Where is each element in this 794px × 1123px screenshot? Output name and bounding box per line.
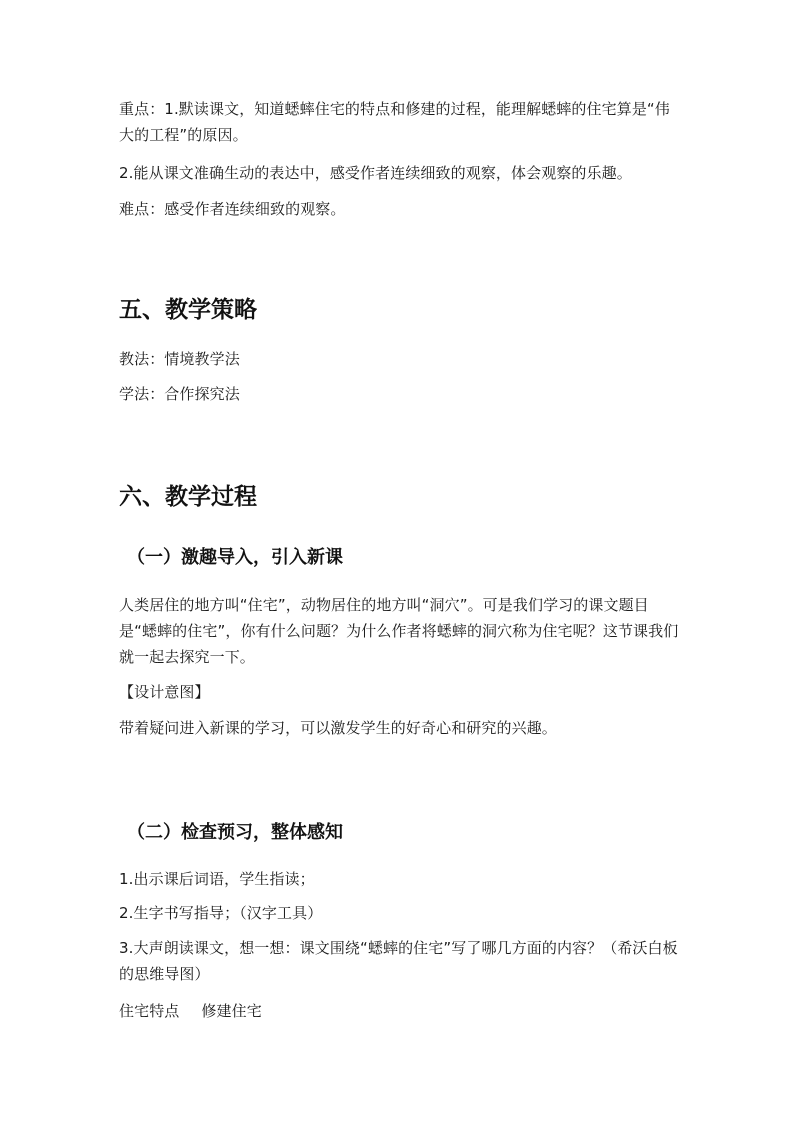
aspect-residence-features: 住宅特点 <box>119 1002 180 1020</box>
preview-item-2: 2.生字书写指导；（汉字工具） <box>119 904 323 922</box>
key-points-paragraph: 重点：1.默读课文，知道蟋蟀住宅的特点和修建的过程，能理解蟋蟀的住宅算是“伟大的工程”的原因。 <box>119 100 670 144</box>
key-points-item-2: 2.能从课文准确生动的表达中，感受作者连续细致的观察，体会观察的乐趣。 <box>119 164 632 182</box>
preview-item-1: 1.出示课后词语，学生指读； <box>119 870 315 888</box>
subsection-heading-intro: （一）激趣导入，引入新课 <box>127 547 343 568</box>
design-intent-label: 【设计意图】 <box>119 683 210 701</box>
section-heading-process: 六、教学过程 <box>119 484 257 510</box>
subsection-heading-preview: （二）检查预习，整体感知 <box>127 822 343 843</box>
teaching-method-line: 教法：情境教学法 <box>119 350 240 368</box>
design-intent-text: 带着疑问进入新课的学习，可以激发学生的好奇心和研究的兴趣。 <box>119 719 557 737</box>
difficulty-paragraph: 难点：感受作者连续细致的观察。 <box>119 200 346 218</box>
learning-method-line: 学法：合作探究法 <box>119 385 240 403</box>
aspect-building-residence: 修建住宅 <box>201 1002 262 1020</box>
preview-item-3: 3.大声朗读课文，想一想：课文围绕“蟋蟀的住宅”写了哪几方面的内容？（希沃白板的思维导图） <box>119 939 678 983</box>
section-heading-strategy: 五、教学策略 <box>119 297 257 323</box>
content-aspects-row <box>119 998 262 1024</box>
intro-paragraph: 人类居住的地方叫“住宅”，动物居住的地方叫“洞穴”。可是我们学习的课文题目是“蟋蟀的住宅”，你有什么问题？为什么作者将蟋蟀的洞穴称为住宅呢？这节课我们就一起去探究一下。 <box>119 596 679 666</box>
